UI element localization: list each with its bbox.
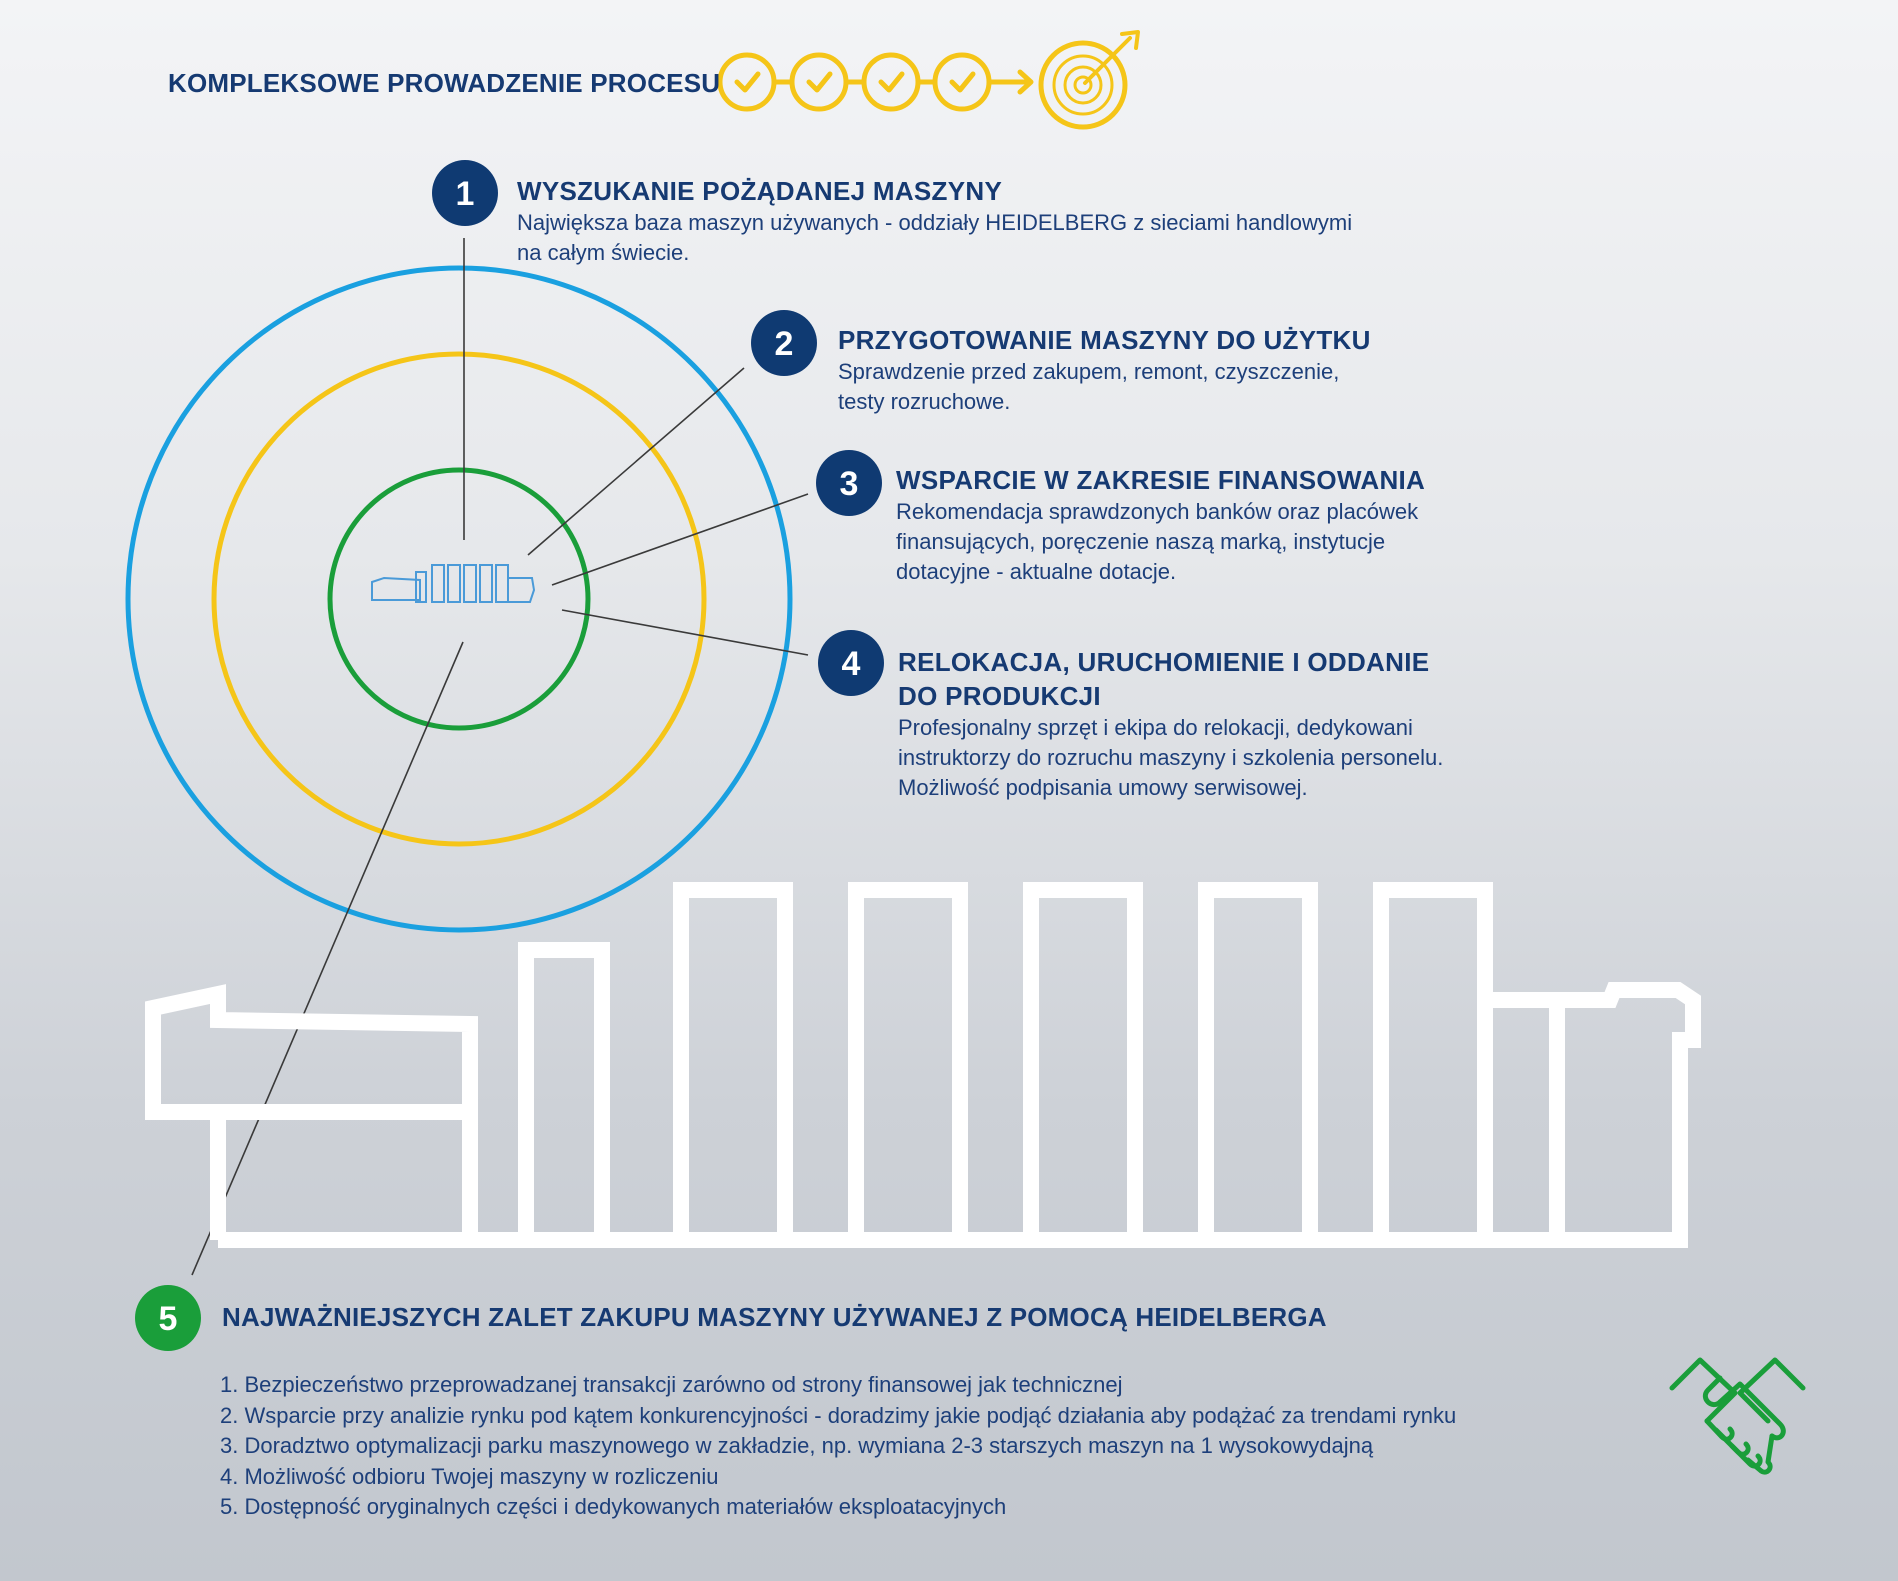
step-description-line: dotacyjne - aktualne dotacje.	[896, 559, 1177, 584]
advantage-item: 3. Doradztwo optymalizacji parku maszynowego w zakładzie, np. wymiana 2-3 starszych maszyn na 1 wysokowydajną	[220, 1433, 1374, 1458]
step-description-1	[517, 208, 1352, 268]
step-title-4	[898, 645, 1429, 713]
step-description-line: na całym świecie.	[517, 240, 690, 265]
step-description-4	[898, 713, 1443, 803]
advantages-list	[220, 1370, 1456, 1523]
step-title-2	[838, 323, 1371, 357]
step-badge-3-number: 3	[839, 465, 859, 503]
step-description-3	[896, 497, 1418, 587]
step-description-line: Profesjonalny sprzęt i ekipa do relokacji, dedykowani	[898, 715, 1413, 740]
step-description-line: Największa baza maszyn używanych - oddziały HEIDELBERG z sieciami handlowymi	[517, 210, 1353, 235]
step-description-line: Możliwość podpisania umowy serwisowej.	[898, 775, 1308, 800]
advantages-title: NAJWAŻNIEJSZYCH ZALET ZAKUPU MASZYNY UŻYWANEJ Z POMOCĄ HEIDELBERGA	[222, 1302, 1327, 1332]
step-description-line: Rekomendacja sprawdzonych banków oraz placówek	[896, 499, 1419, 524]
step-title-line: RELOKACJA, URUCHOMIENIE I ODDANIE	[898, 647, 1430, 677]
page-title: KOMPLEKSOWE PROWADZENIE PROCESU	[168, 68, 721, 98]
step-title-line: DO PRODUKCJI	[898, 681, 1101, 711]
checkmark-chain-icon	[720, 55, 1031, 109]
step-title-line: PRZYGOTOWANIE MASZYNY DO UŻYTKU	[838, 325, 1371, 355]
step-description-line: instruktorzy do rozruchu maszyny i szkolenia personelu.	[898, 745, 1444, 770]
step-badge-5	[135, 1285, 201, 1351]
step-description-2	[838, 357, 1339, 417]
handshake-icon	[1672, 1360, 1803, 1472]
advantage-item: 5. Dostępność oryginalnych części i dedykowanych materiałów eksploatacyjnych	[220, 1494, 1007, 1519]
step-badge-5-number: 5	[158, 1300, 178, 1338]
printing-press-outline	[153, 890, 1693, 1240]
step-description-line: testy rozruchowe.	[838, 389, 1011, 414]
step-title-1	[517, 174, 1002, 208]
step-badge-1	[432, 160, 498, 226]
step-badge-2-number: 2	[774, 325, 794, 363]
step-badge-4-number: 4	[841, 645, 861, 683]
step-badge-2	[751, 310, 817, 376]
advantage-item: 4. Możliwość odbioru Twojej maszyny w rozliczeniu	[220, 1463, 719, 1489]
advantage-item: 2. Wsparcie przy analizie rynku pod kątem konkurencyjności - doradzimy jakie podjąć działania aby podążać za trendami rynku	[220, 1402, 1457, 1428]
step-description-line: Sprawdzenie przed zakupem, remont, czyszczenie,	[838, 359, 1340, 384]
target-arrow-icon	[1041, 32, 1138, 127]
step-badge-3	[816, 450, 882, 516]
printing-press-icon	[372, 565, 534, 602]
step-badge-4	[818, 630, 884, 696]
advantage-item: 1. Bezpieczeństwo przeprowadzanej transakcji zarówno od strony finansowej jak technicznej	[220, 1372, 1123, 1397]
step-title-line: WYSZUKANIE POŻĄDANEJ MASZYNY	[517, 176, 1003, 206]
step-badge-1-number: 1	[455, 175, 475, 213]
step-description-line: finansujących, poręczenie naszą marką, instytucje	[896, 529, 1386, 554]
step-title-line: WSPARCIE W ZAKRESIE FINANSOWANIA	[896, 465, 1426, 495]
step-title-3	[896, 463, 1425, 497]
